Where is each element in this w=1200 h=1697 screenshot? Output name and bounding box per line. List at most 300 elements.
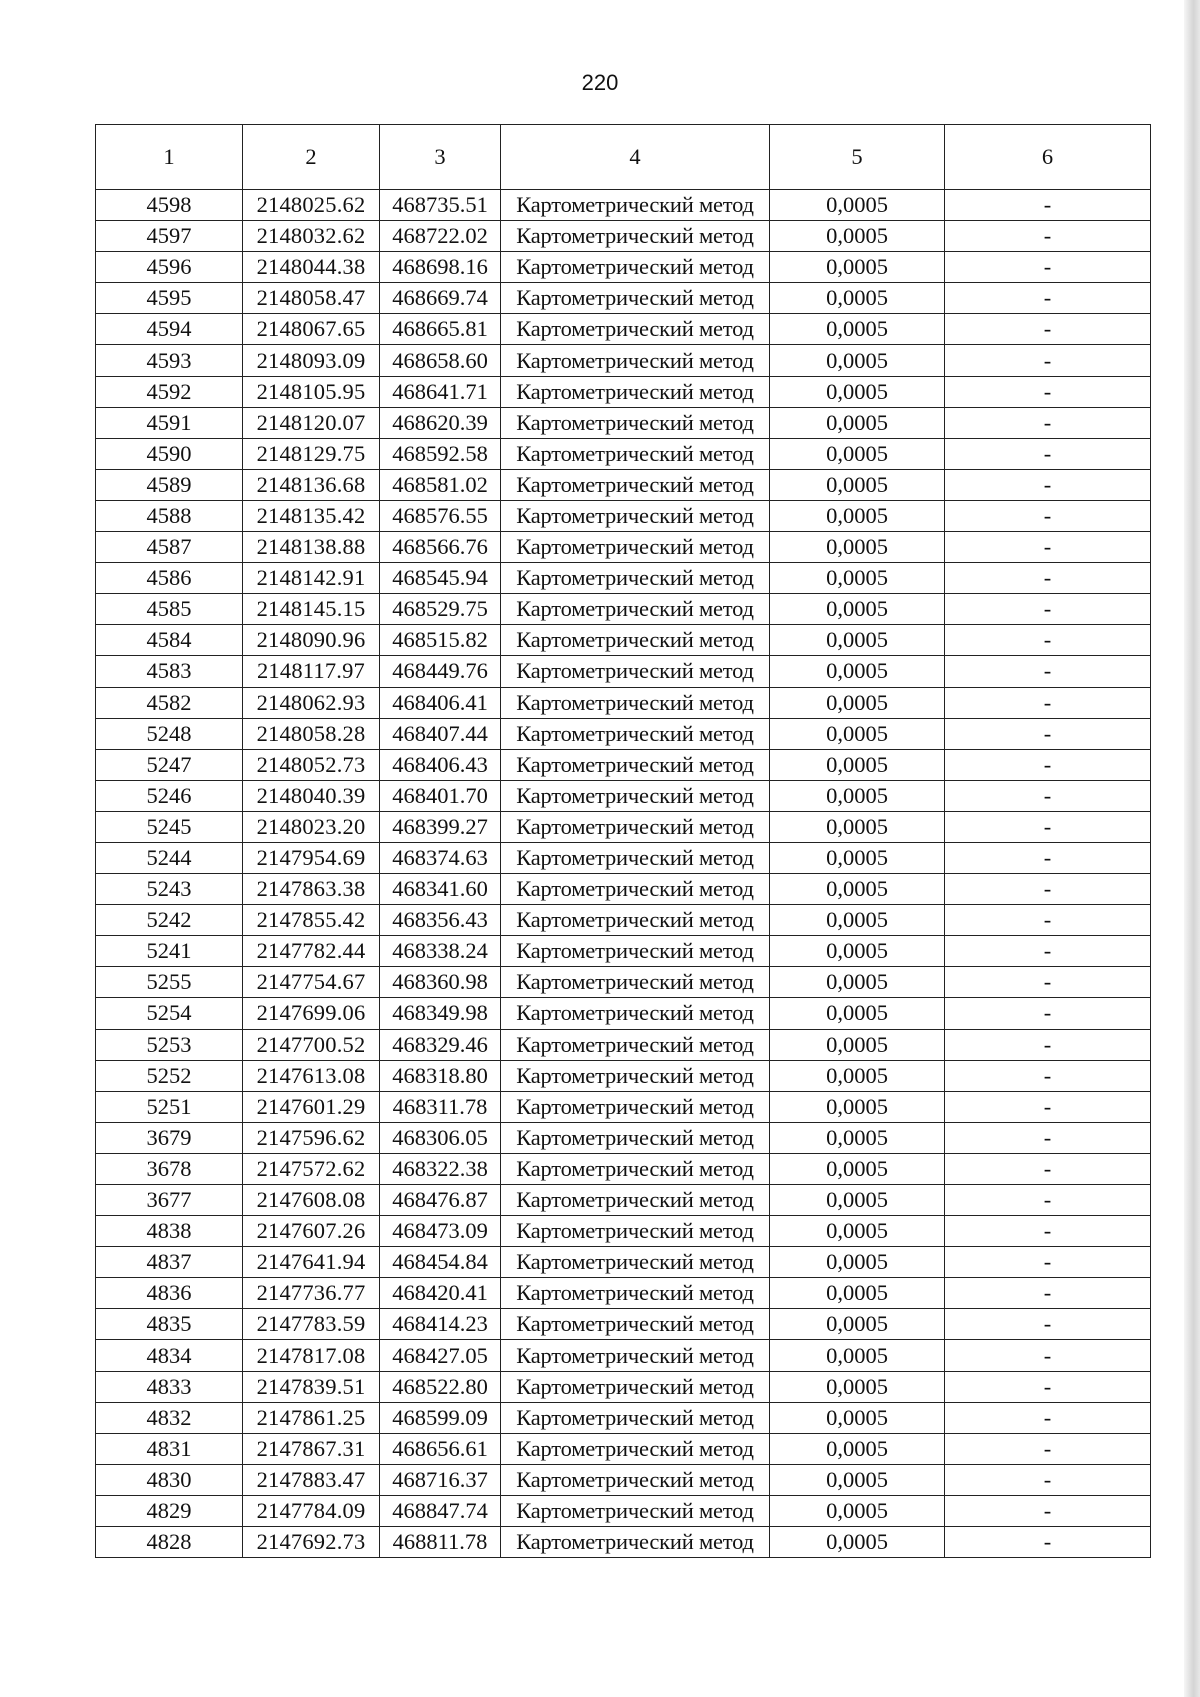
table-row [96, 563, 1151, 594]
x-coordinate-cell: 2147839.51 [243, 1371, 380, 1402]
table-row [96, 967, 1151, 998]
point-number-cell: 5253 [96, 1029, 243, 1060]
y-coordinate-cell: 468599.09 [380, 1402, 501, 1433]
x-coordinate-cell: 2147736.77 [243, 1278, 380, 1309]
y-coordinate-cell: 468454.84 [380, 1247, 501, 1278]
y-coordinate-cell: 468427.05 [380, 1340, 501, 1371]
y-coordinate-cell: 468581.02 [380, 469, 501, 500]
method-cell: Картометрический метод [501, 905, 770, 936]
table-row [96, 190, 1151, 221]
point-number-cell: 5244 [96, 842, 243, 873]
header-cell-3: 3 [380, 125, 501, 190]
note-cell: - [945, 1402, 1151, 1433]
point-number-cell: 4833 [96, 1371, 243, 1402]
method-cell: Картометрический метод [501, 283, 770, 314]
y-coordinate-cell: 468656.61 [380, 1433, 501, 1464]
table-row [96, 749, 1151, 780]
y-coordinate-cell: 468306.05 [380, 1122, 501, 1153]
y-coordinate-cell: 468641.71 [380, 376, 501, 407]
y-coordinate-cell: 468311.78 [380, 1091, 501, 1122]
note-cell: - [945, 1371, 1151, 1402]
precision-cell: 0,0005 [770, 376, 945, 407]
table-row [96, 1091, 1151, 1122]
y-coordinate-cell: 468811.78 [380, 1527, 501, 1558]
note-cell: - [945, 376, 1151, 407]
precision-cell: 0,0005 [770, 1153, 945, 1184]
y-coordinate-cell: 468401.70 [380, 780, 501, 811]
x-coordinate-cell: 2148058.47 [243, 283, 380, 314]
table-body [96, 190, 1151, 1558]
note-cell: - [945, 1527, 1151, 1558]
point-number-cell: 5247 [96, 749, 243, 780]
y-coordinate-cell: 468420.41 [380, 1278, 501, 1309]
table-row [96, 625, 1151, 656]
x-coordinate-cell: 2147608.08 [243, 1185, 380, 1216]
y-coordinate-cell: 468399.27 [380, 811, 501, 842]
table-row [96, 1216, 1151, 1247]
note-cell: - [945, 1029, 1151, 1060]
table-row [96, 469, 1151, 500]
precision-cell: 0,0005 [770, 1247, 945, 1278]
x-coordinate-cell: 2148145.15 [243, 594, 380, 625]
note-cell: - [945, 1309, 1151, 1340]
note-cell: - [945, 811, 1151, 842]
precision-cell: 0,0005 [770, 1464, 945, 1495]
precision-cell: 0,0005 [770, 1122, 945, 1153]
y-coordinate-cell: 468658.60 [380, 345, 501, 376]
precision-cell: 0,0005 [770, 1309, 945, 1340]
method-cell: Картометрический метод [501, 1402, 770, 1433]
method-cell: Картометрический метод [501, 469, 770, 500]
method-cell: Картометрический метод [501, 190, 770, 221]
note-cell: - [945, 1433, 1151, 1464]
precision-cell: 0,0005 [770, 221, 945, 252]
point-number-cell: 5241 [96, 936, 243, 967]
y-coordinate-cell: 468318.80 [380, 1060, 501, 1091]
precision-cell: 0,0005 [770, 252, 945, 283]
table-row [96, 1060, 1151, 1091]
y-coordinate-cell: 468406.43 [380, 749, 501, 780]
point-number-cell: 4834 [96, 1340, 243, 1371]
method-cell: Картометрический метод [501, 687, 770, 718]
y-coordinate-cell: 468329.46 [380, 1029, 501, 1060]
table-row [96, 221, 1151, 252]
precision-cell: 0,0005 [770, 563, 945, 594]
precision-cell: 0,0005 [770, 1527, 945, 1558]
table-row [96, 1309, 1151, 1340]
precision-cell: 0,0005 [770, 811, 945, 842]
y-coordinate-cell: 468620.39 [380, 407, 501, 438]
point-number-cell: 4592 [96, 376, 243, 407]
method-cell: Картометрический метод [501, 842, 770, 873]
precision-cell: 0,0005 [770, 656, 945, 687]
method-cell: Картометрический метод [501, 252, 770, 283]
table-row [96, 1185, 1151, 1216]
method-cell: Картометрический метод [501, 718, 770, 749]
method-cell: Картометрический метод [501, 998, 770, 1029]
y-coordinate-cell: 468341.60 [380, 874, 501, 905]
y-coordinate-cell: 468847.74 [380, 1495, 501, 1526]
point-number-cell: 4597 [96, 221, 243, 252]
note-cell: - [945, 1091, 1151, 1122]
point-number-cell: 4595 [96, 283, 243, 314]
page-number: 220 [581, 70, 619, 95]
y-coordinate-cell: 468515.82 [380, 625, 501, 656]
point-number-cell: 4837 [96, 1247, 243, 1278]
table-row [96, 1527, 1151, 1558]
y-coordinate-cell: 468322.38 [380, 1153, 501, 1184]
precision-cell: 0,0005 [770, 1371, 945, 1402]
point-number-cell: 4828 [96, 1527, 243, 1558]
x-coordinate-cell: 2148090.96 [243, 625, 380, 656]
header-cell-1: 1 [96, 125, 243, 190]
x-coordinate-cell: 2147601.29 [243, 1091, 380, 1122]
method-cell: Картометрический метод [501, 874, 770, 905]
table-row [96, 252, 1151, 283]
y-coordinate-cell: 468669.74 [380, 283, 501, 314]
note-cell: - [945, 221, 1151, 252]
x-coordinate-cell: 2148040.39 [243, 780, 380, 811]
table-row [96, 500, 1151, 531]
note-cell: - [945, 345, 1151, 376]
point-number-cell: 4832 [96, 1402, 243, 1433]
x-coordinate-cell: 2147613.08 [243, 1060, 380, 1091]
precision-cell: 0,0005 [770, 936, 945, 967]
x-coordinate-cell: 2147817.08 [243, 1340, 380, 1371]
header-cell-5: 5 [770, 125, 945, 190]
note-cell: - [945, 532, 1151, 563]
x-coordinate-cell: 2147954.69 [243, 842, 380, 873]
precision-cell: 0,0005 [770, 967, 945, 998]
point-number-cell: 5242 [96, 905, 243, 936]
x-coordinate-cell: 2147784.09 [243, 1495, 380, 1526]
table-row [96, 1153, 1151, 1184]
precision-cell: 0,0005 [770, 749, 945, 780]
point-number-cell: 4594 [96, 314, 243, 345]
x-coordinate-cell: 2147754.67 [243, 967, 380, 998]
method-cell: Картометрический метод [501, 1216, 770, 1247]
precision-cell: 0,0005 [770, 469, 945, 500]
table-row [96, 998, 1151, 1029]
table-row [96, 1371, 1151, 1402]
y-coordinate-cell: 468407.44 [380, 718, 501, 749]
x-coordinate-cell: 2148142.91 [243, 563, 380, 594]
table-row [96, 1278, 1151, 1309]
note-cell: - [945, 998, 1151, 1029]
x-coordinate-cell: 2147863.38 [243, 874, 380, 905]
method-cell: Картометрический метод [501, 1309, 770, 1340]
note-cell: - [945, 842, 1151, 873]
y-coordinate-cell: 468406.41 [380, 687, 501, 718]
precision-cell: 0,0005 [770, 438, 945, 469]
table-row [96, 811, 1151, 842]
note-cell: - [945, 252, 1151, 283]
point-number-cell: 4593 [96, 345, 243, 376]
note-cell: - [945, 1278, 1151, 1309]
table-row [96, 594, 1151, 625]
point-number-cell: 4831 [96, 1433, 243, 1464]
x-coordinate-cell: 2147700.52 [243, 1029, 380, 1060]
method-cell: Картометрический метод [501, 811, 770, 842]
precision-cell: 0,0005 [770, 283, 945, 314]
table-row [96, 407, 1151, 438]
x-coordinate-cell: 2147607.26 [243, 1216, 380, 1247]
point-number-cell: 4835 [96, 1309, 243, 1340]
table-row [96, 1122, 1151, 1153]
note-cell: - [945, 438, 1151, 469]
note-cell: - [945, 656, 1151, 687]
precision-cell: 0,0005 [770, 874, 945, 905]
x-coordinate-cell: 2148117.97 [243, 656, 380, 687]
note-cell: - [945, 749, 1151, 780]
precision-cell: 0,0005 [770, 1402, 945, 1433]
point-number-cell: 4598 [96, 190, 243, 221]
y-coordinate-cell: 468356.43 [380, 905, 501, 936]
point-number-cell: 5246 [96, 780, 243, 811]
table-row [96, 780, 1151, 811]
precision-cell: 0,0005 [770, 718, 945, 749]
y-coordinate-cell: 468338.24 [380, 936, 501, 967]
method-cell: Картометрический метод [501, 1153, 770, 1184]
note-cell: - [945, 407, 1151, 438]
method-cell: Картометрический метод [501, 1527, 770, 1558]
y-coordinate-cell: 468360.98 [380, 967, 501, 998]
point-number-cell: 5255 [96, 967, 243, 998]
method-cell: Картометрический метод [501, 1340, 770, 1371]
precision-cell: 0,0005 [770, 532, 945, 563]
method-cell: Картометрический метод [501, 1029, 770, 1060]
point-number-cell: 4583 [96, 656, 243, 687]
precision-cell: 0,0005 [770, 1340, 945, 1371]
point-number-cell: 4588 [96, 500, 243, 531]
header-cell-2: 2 [243, 125, 380, 190]
table-row [96, 314, 1151, 345]
method-cell: Картометрический метод [501, 1371, 770, 1402]
method-cell: Картометрический метод [501, 625, 770, 656]
x-coordinate-cell: 2148052.73 [243, 749, 380, 780]
x-coordinate-cell: 2147883.47 [243, 1464, 380, 1495]
coordinates-table [95, 124, 1151, 1558]
x-coordinate-cell: 2147641.94 [243, 1247, 380, 1278]
note-cell: - [945, 190, 1151, 221]
method-cell: Картометрический метод [501, 656, 770, 687]
precision-cell: 0,0005 [770, 190, 945, 221]
method-cell: Картометрический метод [501, 594, 770, 625]
note-cell: - [945, 1340, 1151, 1371]
x-coordinate-cell: 2148138.88 [243, 532, 380, 563]
note-cell: - [945, 1216, 1151, 1247]
precision-cell: 0,0005 [770, 625, 945, 656]
y-coordinate-cell: 468473.09 [380, 1216, 501, 1247]
point-number-cell: 4591 [96, 407, 243, 438]
method-cell: Картометрический метод [501, 1185, 770, 1216]
precision-cell: 0,0005 [770, 1278, 945, 1309]
table-row [96, 438, 1151, 469]
note-cell: - [945, 563, 1151, 594]
table-row [96, 283, 1151, 314]
method-cell: Картометрический метод [501, 376, 770, 407]
method-cell: Картометрический метод [501, 1433, 770, 1464]
method-cell: Картометрический метод [501, 1060, 770, 1091]
x-coordinate-cell: 2148062.93 [243, 687, 380, 718]
y-coordinate-cell: 468374.63 [380, 842, 501, 873]
point-number-cell: 4829 [96, 1495, 243, 1526]
point-number-cell: 3677 [96, 1185, 243, 1216]
method-cell: Картометрический метод [501, 438, 770, 469]
x-coordinate-cell: 2148135.42 [243, 500, 380, 531]
x-coordinate-cell: 2147699.06 [243, 998, 380, 1029]
header-row [96, 125, 1151, 190]
note-cell: - [945, 625, 1151, 656]
note-cell: - [945, 283, 1151, 314]
method-cell: Картометрический метод [501, 1278, 770, 1309]
x-coordinate-cell: 2148032.62 [243, 221, 380, 252]
precision-cell: 0,0005 [770, 780, 945, 811]
point-number-cell: 3679 [96, 1122, 243, 1153]
point-number-cell: 3678 [96, 1153, 243, 1184]
method-cell: Картометрический метод [501, 936, 770, 967]
x-coordinate-cell: 2148105.95 [243, 376, 380, 407]
x-coordinate-cell: 2148136.68 [243, 469, 380, 500]
precision-cell: 0,0005 [770, 314, 945, 345]
method-cell: Картометрический метод [501, 1247, 770, 1278]
method-cell: Картометрический метод [501, 532, 770, 563]
note-cell: - [945, 687, 1151, 718]
table-row [96, 905, 1151, 936]
method-cell: Картометрический метод [501, 1091, 770, 1122]
precision-cell: 0,0005 [770, 842, 945, 873]
table-row [96, 376, 1151, 407]
y-coordinate-cell: 468522.80 [380, 1371, 501, 1402]
note-cell: - [945, 967, 1151, 998]
note-cell: - [945, 780, 1151, 811]
x-coordinate-cell: 2147861.25 [243, 1402, 380, 1433]
method-cell: Картометрический метод [501, 345, 770, 376]
precision-cell: 0,0005 [770, 1091, 945, 1122]
x-coordinate-cell: 2148044.38 [243, 252, 380, 283]
x-coordinate-cell: 2148067.65 [243, 314, 380, 345]
table-row [96, 1433, 1151, 1464]
method-cell: Картометрический метод [501, 407, 770, 438]
point-number-cell: 4586 [96, 563, 243, 594]
x-coordinate-cell: 2147782.44 [243, 936, 380, 967]
y-coordinate-cell: 468698.16 [380, 252, 501, 283]
method-cell: Картометрический метод [501, 780, 770, 811]
x-coordinate-cell: 2148093.09 [243, 345, 380, 376]
point-number-cell: 4585 [96, 594, 243, 625]
table-row [96, 345, 1151, 376]
note-cell: - [945, 1122, 1151, 1153]
note-cell: - [945, 1185, 1151, 1216]
y-coordinate-cell: 468476.87 [380, 1185, 501, 1216]
y-coordinate-cell: 468735.51 [380, 190, 501, 221]
method-cell: Картометрический метод [501, 221, 770, 252]
table-row [96, 1340, 1151, 1371]
precision-cell: 0,0005 [770, 1495, 945, 1526]
scan-edge [1184, 0, 1200, 1697]
method-cell: Картометрический метод [501, 1122, 770, 1153]
point-number-cell: 5254 [96, 998, 243, 1029]
method-cell: Картометрический метод [501, 749, 770, 780]
point-number-cell: 5243 [96, 874, 243, 905]
precision-cell: 0,0005 [770, 594, 945, 625]
precision-cell: 0,0005 [770, 500, 945, 531]
point-number-cell: 4590 [96, 438, 243, 469]
table-row [96, 1402, 1151, 1433]
x-coordinate-cell: 2148058.28 [243, 718, 380, 749]
note-cell: - [945, 1464, 1151, 1495]
y-coordinate-cell: 468665.81 [380, 314, 501, 345]
precision-cell: 0,0005 [770, 1185, 945, 1216]
precision-cell: 0,0005 [770, 407, 945, 438]
precision-cell: 0,0005 [770, 905, 945, 936]
y-coordinate-cell: 468529.75 [380, 594, 501, 625]
note-cell: - [945, 500, 1151, 531]
precision-cell: 0,0005 [770, 998, 945, 1029]
method-cell: Картометрический метод [501, 1495, 770, 1526]
note-cell: - [945, 1495, 1151, 1526]
method-cell: Картометрический метод [501, 500, 770, 531]
table-row [96, 1464, 1151, 1495]
note-cell: - [945, 874, 1151, 905]
x-coordinate-cell: 2147692.73 [243, 1527, 380, 1558]
method-cell: Картометрический метод [501, 563, 770, 594]
table-row [96, 1247, 1151, 1278]
table-header [96, 125, 1151, 190]
point-number-cell: 4587 [96, 532, 243, 563]
table-row [96, 687, 1151, 718]
x-coordinate-cell: 2148120.07 [243, 407, 380, 438]
point-number-cell: 5248 [96, 718, 243, 749]
x-coordinate-cell: 2147596.62 [243, 1122, 380, 1153]
note-cell: - [945, 1153, 1151, 1184]
table-row [96, 842, 1151, 873]
table-row [96, 936, 1151, 967]
note-cell: - [945, 936, 1151, 967]
note-cell: - [945, 469, 1151, 500]
method-cell: Картометрический метод [501, 1464, 770, 1495]
precision-cell: 0,0005 [770, 1216, 945, 1247]
precision-cell: 0,0005 [770, 687, 945, 718]
point-number-cell: 4584 [96, 625, 243, 656]
x-coordinate-cell: 2148023.20 [243, 811, 380, 842]
x-coordinate-cell: 2147867.31 [243, 1433, 380, 1464]
y-coordinate-cell: 468566.76 [380, 532, 501, 563]
y-coordinate-cell: 468449.76 [380, 656, 501, 687]
note-cell: - [945, 905, 1151, 936]
y-coordinate-cell: 468592.58 [380, 438, 501, 469]
y-coordinate-cell: 468716.37 [380, 1464, 501, 1495]
header-cell-6: 6 [945, 125, 1151, 190]
y-coordinate-cell: 468414.23 [380, 1309, 501, 1340]
point-number-cell: 4838 [96, 1216, 243, 1247]
precision-cell: 0,0005 [770, 1029, 945, 1060]
x-coordinate-cell: 2148025.62 [243, 190, 380, 221]
table-row [96, 1029, 1151, 1060]
point-number-cell: 5252 [96, 1060, 243, 1091]
point-number-cell: 4582 [96, 687, 243, 718]
note-cell: - [945, 594, 1151, 625]
table-row [96, 718, 1151, 749]
note-cell: - [945, 1247, 1151, 1278]
x-coordinate-cell: 2148129.75 [243, 438, 380, 469]
precision-cell: 0,0005 [770, 345, 945, 376]
note-cell: - [945, 718, 1151, 749]
point-number-cell: 4596 [96, 252, 243, 283]
y-coordinate-cell: 468722.02 [380, 221, 501, 252]
point-number-cell: 4589 [96, 469, 243, 500]
x-coordinate-cell: 2147855.42 [243, 905, 380, 936]
